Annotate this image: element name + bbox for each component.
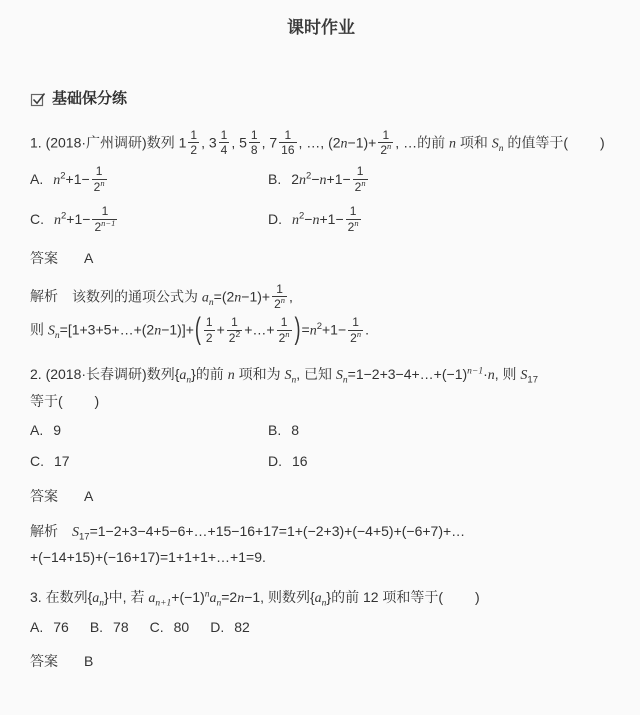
option-content: 78 <box>113 618 129 635</box>
math-sup: n <box>354 217 359 228</box>
fraction-numerator: 1 <box>352 315 359 330</box>
option-content: 8 <box>291 421 300 438</box>
question-3-options <box>30 617 612 639</box>
math-variable: n <box>312 212 320 228</box>
question-1-options <box>30 165 612 235</box>
option-content: $n^2+1-$ $\frac{1}{2^{n-1}}$ <box>54 204 116 234</box>
math-sub: n <box>208 297 214 308</box>
math-sup: n <box>387 140 392 151</box>
math-sup: 2 <box>60 170 66 182</box>
option <box>268 451 308 473</box>
analysis-label: 解析 <box>30 288 58 305</box>
fraction-denominator: 2$^n$ <box>278 328 290 345</box>
math-variable: n <box>292 212 299 228</box>
option <box>30 451 268 473</box>
analysis-label: 解析 <box>30 522 58 539</box>
option <box>268 205 370 235</box>
math-sub: n <box>54 331 60 342</box>
question-2-options <box>30 420 612 473</box>
math-sup: 2 <box>306 170 312 182</box>
math-variable: n <box>234 290 242 306</box>
math-sub: n <box>291 375 297 386</box>
fraction-denominator: 2$^n$ <box>347 217 359 234</box>
answer-label: 答案 <box>30 487 58 504</box>
fraction-denominator: $2^2$ <box>228 328 241 345</box>
option-content: $2n^2-n+1-$ $\frac{1}{2^n}$ <box>291 164 366 194</box>
fraction-numerator: 1 <box>349 204 357 219</box>
math-variable: S <box>284 368 292 384</box>
math-variable: a <box>92 591 100 606</box>
fraction-numerator: 1 <box>95 164 103 179</box>
math-sup: n <box>100 177 105 188</box>
fraction-numerator: 1 <box>280 315 288 330</box>
analysis-line: 则 $S_n=[1+3+5+\dots+(2n-1)]+$( $\frac{1}{2}$ + $\frac{1}{2^2}$ +…+ $\frac{1}{2^n}$ )$=n^2+1-$ $\frac{1}{2^n}$ . <box>30 316 612 346</box>
answer-line <box>30 486 612 508</box>
fraction-denominator: 2 <box>205 330 213 345</box>
math-variable: S <box>72 524 79 540</box>
worksheet-page <box>0 15 640 673</box>
math-sub: n <box>186 375 192 386</box>
answer-value: A <box>84 487 94 504</box>
option <box>210 617 250 639</box>
answer-label: 答案 <box>30 653 58 670</box>
option-content: $n^2-n+1-$ $\frac{1}{2^n}$ <box>292 204 359 234</box>
math-variable: n <box>299 172 307 188</box>
math-variable: n <box>54 212 61 228</box>
math-sub: n <box>99 598 104 609</box>
math-sub: n <box>321 598 327 609</box>
fraction-numerator: 1 <box>231 315 238 330</box>
fraction <box>378 128 393 158</box>
option-content: 17 <box>54 453 70 470</box>
fraction-denominator: 2 <box>190 142 198 157</box>
fraction-denominator: 2$^n$ <box>274 295 286 312</box>
math-sub: 17 <box>527 374 538 386</box>
option-content: 82 <box>234 618 250 635</box>
option-label: D. <box>268 210 282 227</box>
fraction <box>92 204 117 234</box>
math-variable: S <box>335 368 343 384</box>
option <box>30 617 69 639</box>
page-title: 课时作业 <box>287 18 355 37</box>
big-paren: ) <box>294 311 301 346</box>
option-content: $n^2+1-$ $\frac{1}{2^n}$ <box>53 164 105 194</box>
fraction <box>277 315 292 345</box>
fraction-numerator: 1 <box>284 127 292 142</box>
math-variable: n <box>237 591 245 606</box>
fraction-denominator: 8 <box>250 142 258 157</box>
question-2-stem: 等于( ) <box>30 392 100 409</box>
fraction-numerator: 1 <box>220 127 228 142</box>
math-sub: n <box>342 375 348 386</box>
fraction-numerator: 1 <box>190 127 198 142</box>
fraction <box>272 282 287 312</box>
option-label: B. <box>89 618 104 635</box>
math-sup: n <box>285 328 290 339</box>
option-label: A. <box>30 421 44 438</box>
question-2-stem: 2. (2018·长春调研)数列$\{a_n\}$的前 n 项和为 $S_n$, 已知 $S_n=1-2+3-4+\dots+(-1)^{n-1}\cdot n$, 则 $S_{17}$ <box>30 366 538 386</box>
fraction <box>92 164 107 194</box>
checkbox-checked-icon <box>30 91 46 107</box>
math-variable: a <box>148 591 156 606</box>
math-sup: n <box>280 295 286 306</box>
math-sup: 2 <box>316 321 322 333</box>
analysis-line: 解析 $S_{17}=1-2+3-4+5-6+\dots+15-16+17=1+(-2+3)+(-4+5)+(-6+7)+\dots$ <box>30 522 466 542</box>
math-sup: 2 <box>299 210 305 222</box>
math-sup: 2 <box>61 210 67 222</box>
fraction-numerator: 1 <box>356 164 364 179</box>
option-label: C. <box>149 618 164 635</box>
math-sup: n−1 <box>467 366 484 377</box>
math-variable: S <box>491 136 499 152</box>
math-variable: a <box>209 591 217 606</box>
math-sub: n+1 <box>155 598 172 609</box>
math-sub: 17 <box>79 530 90 542</box>
option-label: A. <box>30 618 44 635</box>
fraction <box>219 128 230 158</box>
option-content: 80 <box>173 618 190 635</box>
fraction-denominator: 2$^n$ <box>93 177 105 194</box>
answer-line <box>30 651 612 673</box>
option <box>30 205 268 235</box>
question-1-stem: 1. (2018·广州调研)数列 1 $\frac{1}{2}$ , 3 $\frac{1}{4}$ , 5 $\frac{1}{8}$ , 7 $\frac{1}{16}$ , …, (2n−1)+ $\frac{1}{2^n}$ , …的前 n 项和 $S_n$ 的值等于( ) <box>30 127 605 157</box>
math-sup: n <box>204 589 210 600</box>
questions <box>30 129 612 673</box>
question-3-stem: 3. 在数列$\{a_n\}$中, 若 $a_{n+1}+(-1)^na_n=2n-1$, 则数列$\{a_n\}$的前 12 项和等于( ) <box>30 589 480 609</box>
math-sup: n−1 <box>101 217 116 228</box>
fraction-denominator: $2^{n-1}$ <box>94 217 116 234</box>
fraction-denominator: 2$^n$ <box>380 140 392 157</box>
math-variable: S <box>47 324 55 339</box>
big-paren: ( <box>194 311 201 346</box>
option-label: D. <box>210 618 225 635</box>
fraction-numerator: 1 <box>250 127 258 142</box>
math-variable: a <box>314 591 322 606</box>
fraction-denominator: 2$^n$ <box>350 328 362 345</box>
option <box>30 420 268 442</box>
option-content: 16 <box>292 453 308 470</box>
math-sub: n <box>498 143 504 154</box>
section-header <box>30 87 612 110</box>
math-variable: n <box>340 136 348 152</box>
math-variable: n <box>53 172 61 188</box>
option <box>268 165 370 195</box>
answer-value: B <box>84 653 94 670</box>
option <box>30 165 268 195</box>
option-label: C. <box>30 210 44 227</box>
math-sup: 2 <box>235 328 241 339</box>
section-label: 基础保分练 <box>52 90 128 108</box>
analysis-line: 解析 该数列的通项公式为 $a_n=(2n-1)+$ $\frac{1}{2^n}$ , <box>30 281 293 312</box>
math-variable: a <box>201 290 209 306</box>
fraction-denominator: 16 <box>281 142 295 157</box>
option-label: C. <box>30 453 44 470</box>
analysis-line: +(−14+15)+(−16+17)=1+1+1+…+1=9. <box>30 549 266 566</box>
math-variable: n <box>227 368 235 384</box>
fraction <box>346 204 361 234</box>
fraction <box>348 315 363 345</box>
fraction-numerator: 1 <box>101 204 109 219</box>
fraction-denominator: 4 <box>220 142 228 157</box>
fraction-numerator: 1 <box>205 315 213 330</box>
option-label: A. <box>30 170 44 187</box>
fraction-denominator: 2$^n$ <box>354 177 366 194</box>
option-label: B. <box>268 170 282 187</box>
answer-line <box>30 248 612 270</box>
option <box>268 420 308 442</box>
fraction <box>204 315 215 345</box>
option-content: 9 <box>53 421 62 438</box>
fraction <box>353 164 368 194</box>
fraction <box>279 128 296 158</box>
math-variable: a <box>179 368 187 384</box>
math-variable: n <box>154 324 162 339</box>
option-content: 76 <box>53 618 69 635</box>
fraction <box>249 128 260 158</box>
math-variable: n <box>319 172 327 188</box>
math-sup: n <box>361 177 366 188</box>
fraction <box>227 315 242 345</box>
option <box>90 617 129 639</box>
answer-label: 答案 <box>30 249 58 266</box>
fraction-numerator: 1 <box>382 127 390 142</box>
math-sub: n <box>216 598 222 609</box>
option-label: B. <box>268 421 282 438</box>
answer-value: A <box>84 249 94 266</box>
math-sup: n <box>356 328 362 339</box>
math-variable: n <box>487 368 495 384</box>
option <box>150 617 190 639</box>
math-variable: n <box>448 136 456 152</box>
math-variable: n <box>309 324 317 339</box>
fraction-numerator: 1 <box>276 281 283 296</box>
math-variable: S <box>520 368 528 384</box>
fraction <box>188 128 199 158</box>
option-label: D. <box>268 453 282 470</box>
